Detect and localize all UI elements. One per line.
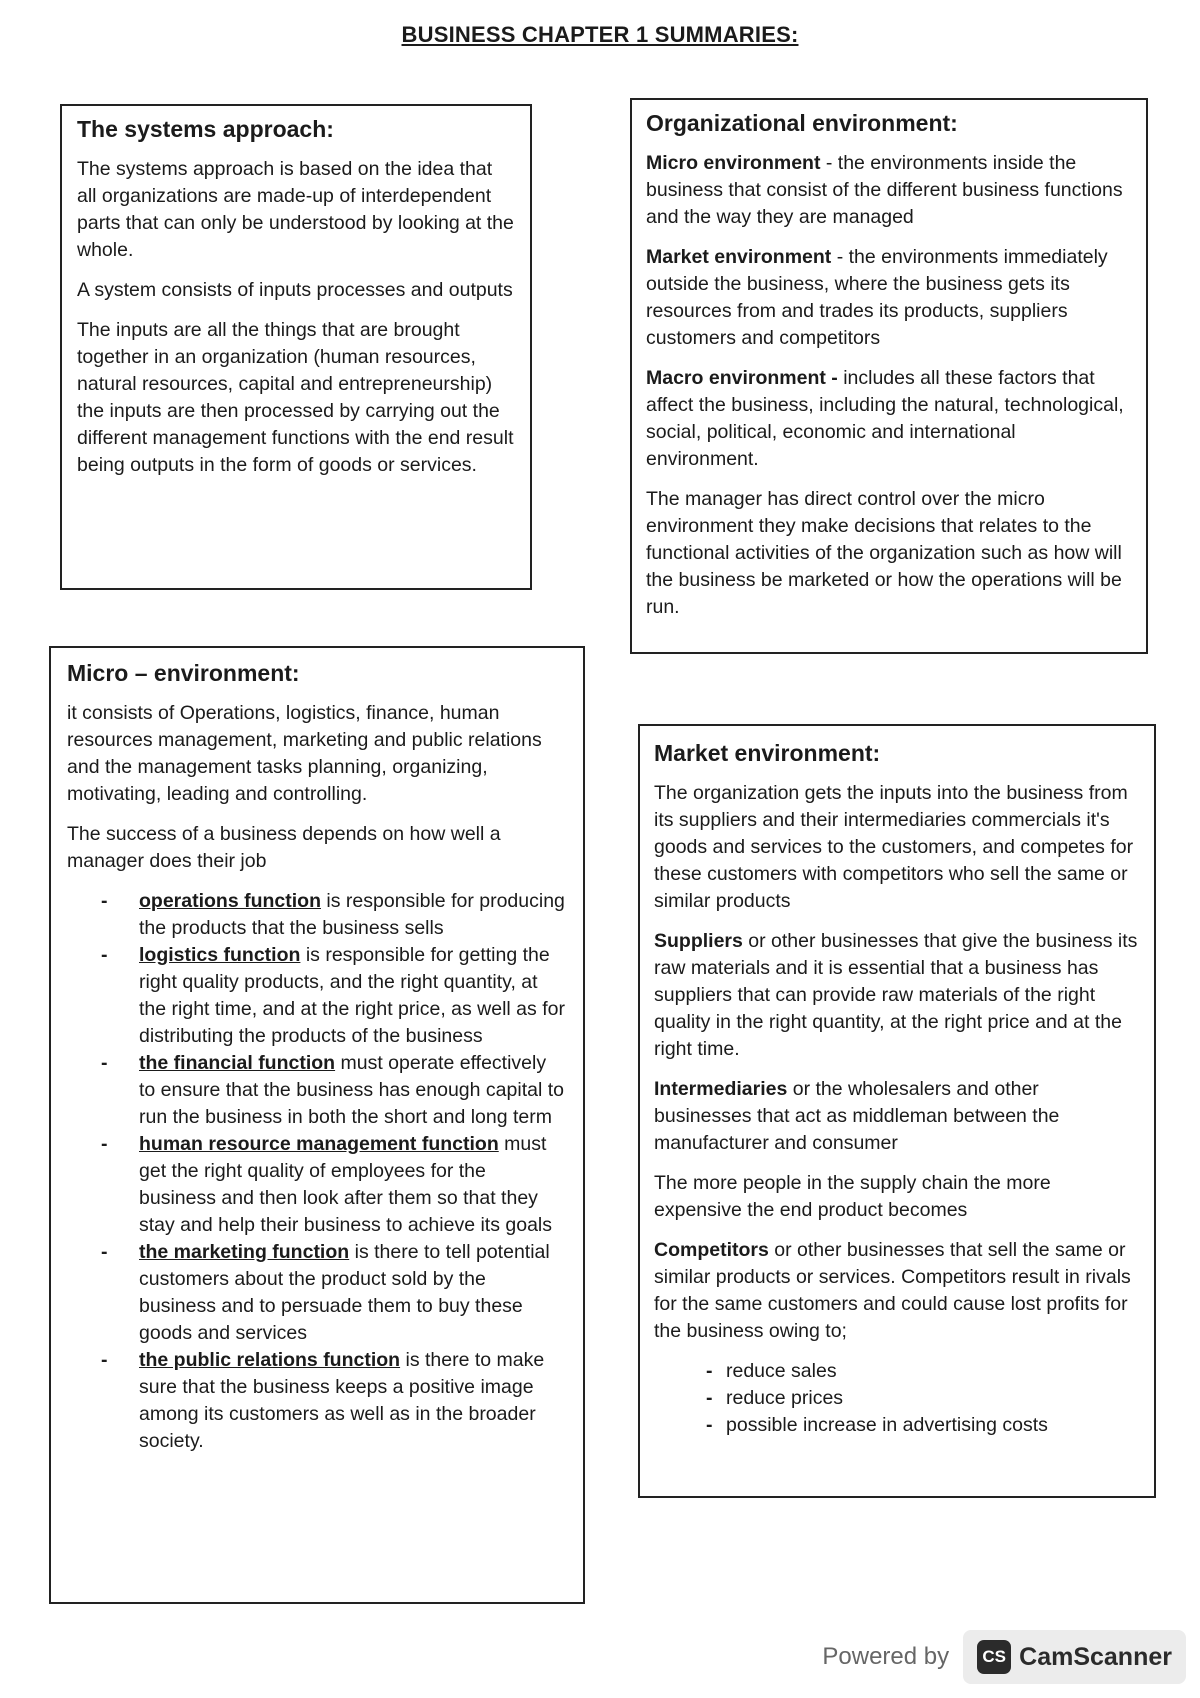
- organizational-environment-box: [630, 98, 1148, 654]
- micro-function-list: [67, 888, 567, 1455]
- function-text: is there to tell potential customers about the product sold by the business and to persuade them to buy these goods and services: [139, 1241, 550, 1344]
- powered-by-label: Powered by: [822, 1643, 950, 1670]
- function-text: must operate effectively to ensure that the business has enough capital to run the business in both the short and long term: [139, 1052, 564, 1128]
- camscanner-logo-icon: CS: [977, 1640, 1011, 1674]
- list-item: - reduce sales: [654, 1358, 1140, 1385]
- systems-paragraph-3: The inputs are all the things that are brought together in an organization (human resources, natural resources, capital and entrepreneurship) the inputs are then processed by carrying out the different management functions with the end result being outputs in the form of goods or services.: [77, 319, 514, 476]
- micro-paragraph-1: it consists of Operations, logistics, finance, human resources management, marketing and public relations and the management tasks planning, organizing, motivating, leading and controlling.: [67, 702, 542, 805]
- function-text: is responsible for producing the products that the business sells: [139, 890, 565, 939]
- function-term: the public relations function: [139, 1349, 401, 1371]
- function-term: the marketing function: [139, 1241, 350, 1263]
- micro-environment-box: [49, 646, 585, 1604]
- micro-paragraph-2: The success of a business depends on how well a manager does their job: [67, 823, 501, 872]
- function-term: operations function: [139, 890, 321, 912]
- competition-effects-list: [654, 1358, 1140, 1439]
- list-item: [67, 888, 567, 942]
- camscanner-watermark: [822, 1630, 1186, 1684]
- org-market-term: Market environment: [646, 246, 832, 268]
- org-micro-text: - the environments inside the business that consist of the different business functions and the way they are managed: [646, 152, 1123, 228]
- market-intermediaries-paragraph: [654, 1076, 1140, 1157]
- function-text: is responsible for getting the right quality products, and the right quantity, at the right time, and at the right price, as well as for distributing the products of the business: [139, 944, 565, 1047]
- list-item: [67, 1239, 567, 1347]
- camscanner-badge: [963, 1630, 1186, 1684]
- micro-heading: Micro – environment:: [67, 660, 300, 686]
- org-market-text: - the environments immediately outside the business, where the business gets its resources from and trades its products, suppliers customers and competitors: [646, 246, 1108, 349]
- org-paragraph-4: The manager has direct control over the micro environment they make decisions that relates to the functional activities of the organization such as how will the business be marketed or how the operations will be run.: [646, 488, 1122, 618]
- list-item: [67, 1347, 567, 1455]
- market-heading: Market environment:: [654, 740, 881, 766]
- market-competitors-paragraph: [654, 1237, 1140, 1345]
- intermediaries-text: or the wholesalers and other businesses that act as middleman between the manufacturer and consumer: [654, 1078, 1060, 1154]
- systems-paragraph-1: The systems approach is based on the idea that all organizations are made-up of interdependent parts that can only be understood by looking at the whole.: [77, 158, 514, 261]
- market-environment-box: [638, 724, 1156, 1498]
- org-macro-paragraph: [646, 365, 1132, 473]
- list-item: [67, 1050, 567, 1131]
- competitors-term: Competitors: [654, 1239, 769, 1261]
- page-title: BUSINESS CHAPTER 1 SUMMARIES:: [401, 22, 799, 47]
- org-micro-term: Micro environment: [646, 152, 821, 174]
- list-item: [67, 1131, 567, 1239]
- systems-approach-box: [60, 104, 532, 590]
- market-paragraph-1: The organization gets the inputs into the business from its suppliers and their intermediaries commercials it's goods and services to the customers, and competes for these customers with competitors who sell the same or similar products: [654, 782, 1134, 912]
- org-macro-text: includes all these factors that affect the business, including the natural, technological, social, political, economic and international environment.: [646, 367, 1124, 470]
- suppliers-text: or other businesses that give the business its raw materials and it is essential that a business has suppliers that can provide raw materials of the right quality in the right quantity, at the right price and at the right time.: [654, 930, 1138, 1060]
- market-suppliers-paragraph: [654, 928, 1140, 1063]
- competitors-text: or other businesses that sell the same or similar products or services. Competitors result in rivals for the same customers and could cause lost profits for the business owing to;: [654, 1239, 1131, 1342]
- systems-paragraph-2: A system consists of inputs processes and outputs: [77, 279, 513, 301]
- list-item: - possible increase in advertising costs: [654, 1412, 1140, 1439]
- function-term: human resource management function: [139, 1133, 499, 1155]
- suppliers-term: Suppliers: [654, 930, 743, 952]
- function-text: is there to make sure that the business keeps a positive image among its customers as well as in the broader society.: [139, 1349, 545, 1452]
- org-heading: Organizational environment:: [646, 110, 958, 136]
- market-paragraph-4: The more people in the supply chain the more expensive the end product becomes: [654, 1172, 1051, 1221]
- intermediaries-term: Intermediaries: [654, 1078, 788, 1100]
- list-item: [67, 942, 567, 1050]
- function-text: must get the right quality of employees for the business and then look after them so that they stay and help their business to achieve its goals: [139, 1133, 552, 1236]
- list-item: - reduce prices: [654, 1385, 1140, 1412]
- camscanner-brand: CamScanner: [1019, 1642, 1172, 1671]
- systems-heading: The systems approach:: [77, 116, 334, 142]
- org-macro-term: Macro environment -: [646, 367, 844, 389]
- org-market-paragraph: [646, 244, 1132, 352]
- function-term: logistics function: [139, 944, 301, 966]
- function-term: the financial function: [139, 1052, 336, 1074]
- org-micro-paragraph: [646, 150, 1132, 231]
